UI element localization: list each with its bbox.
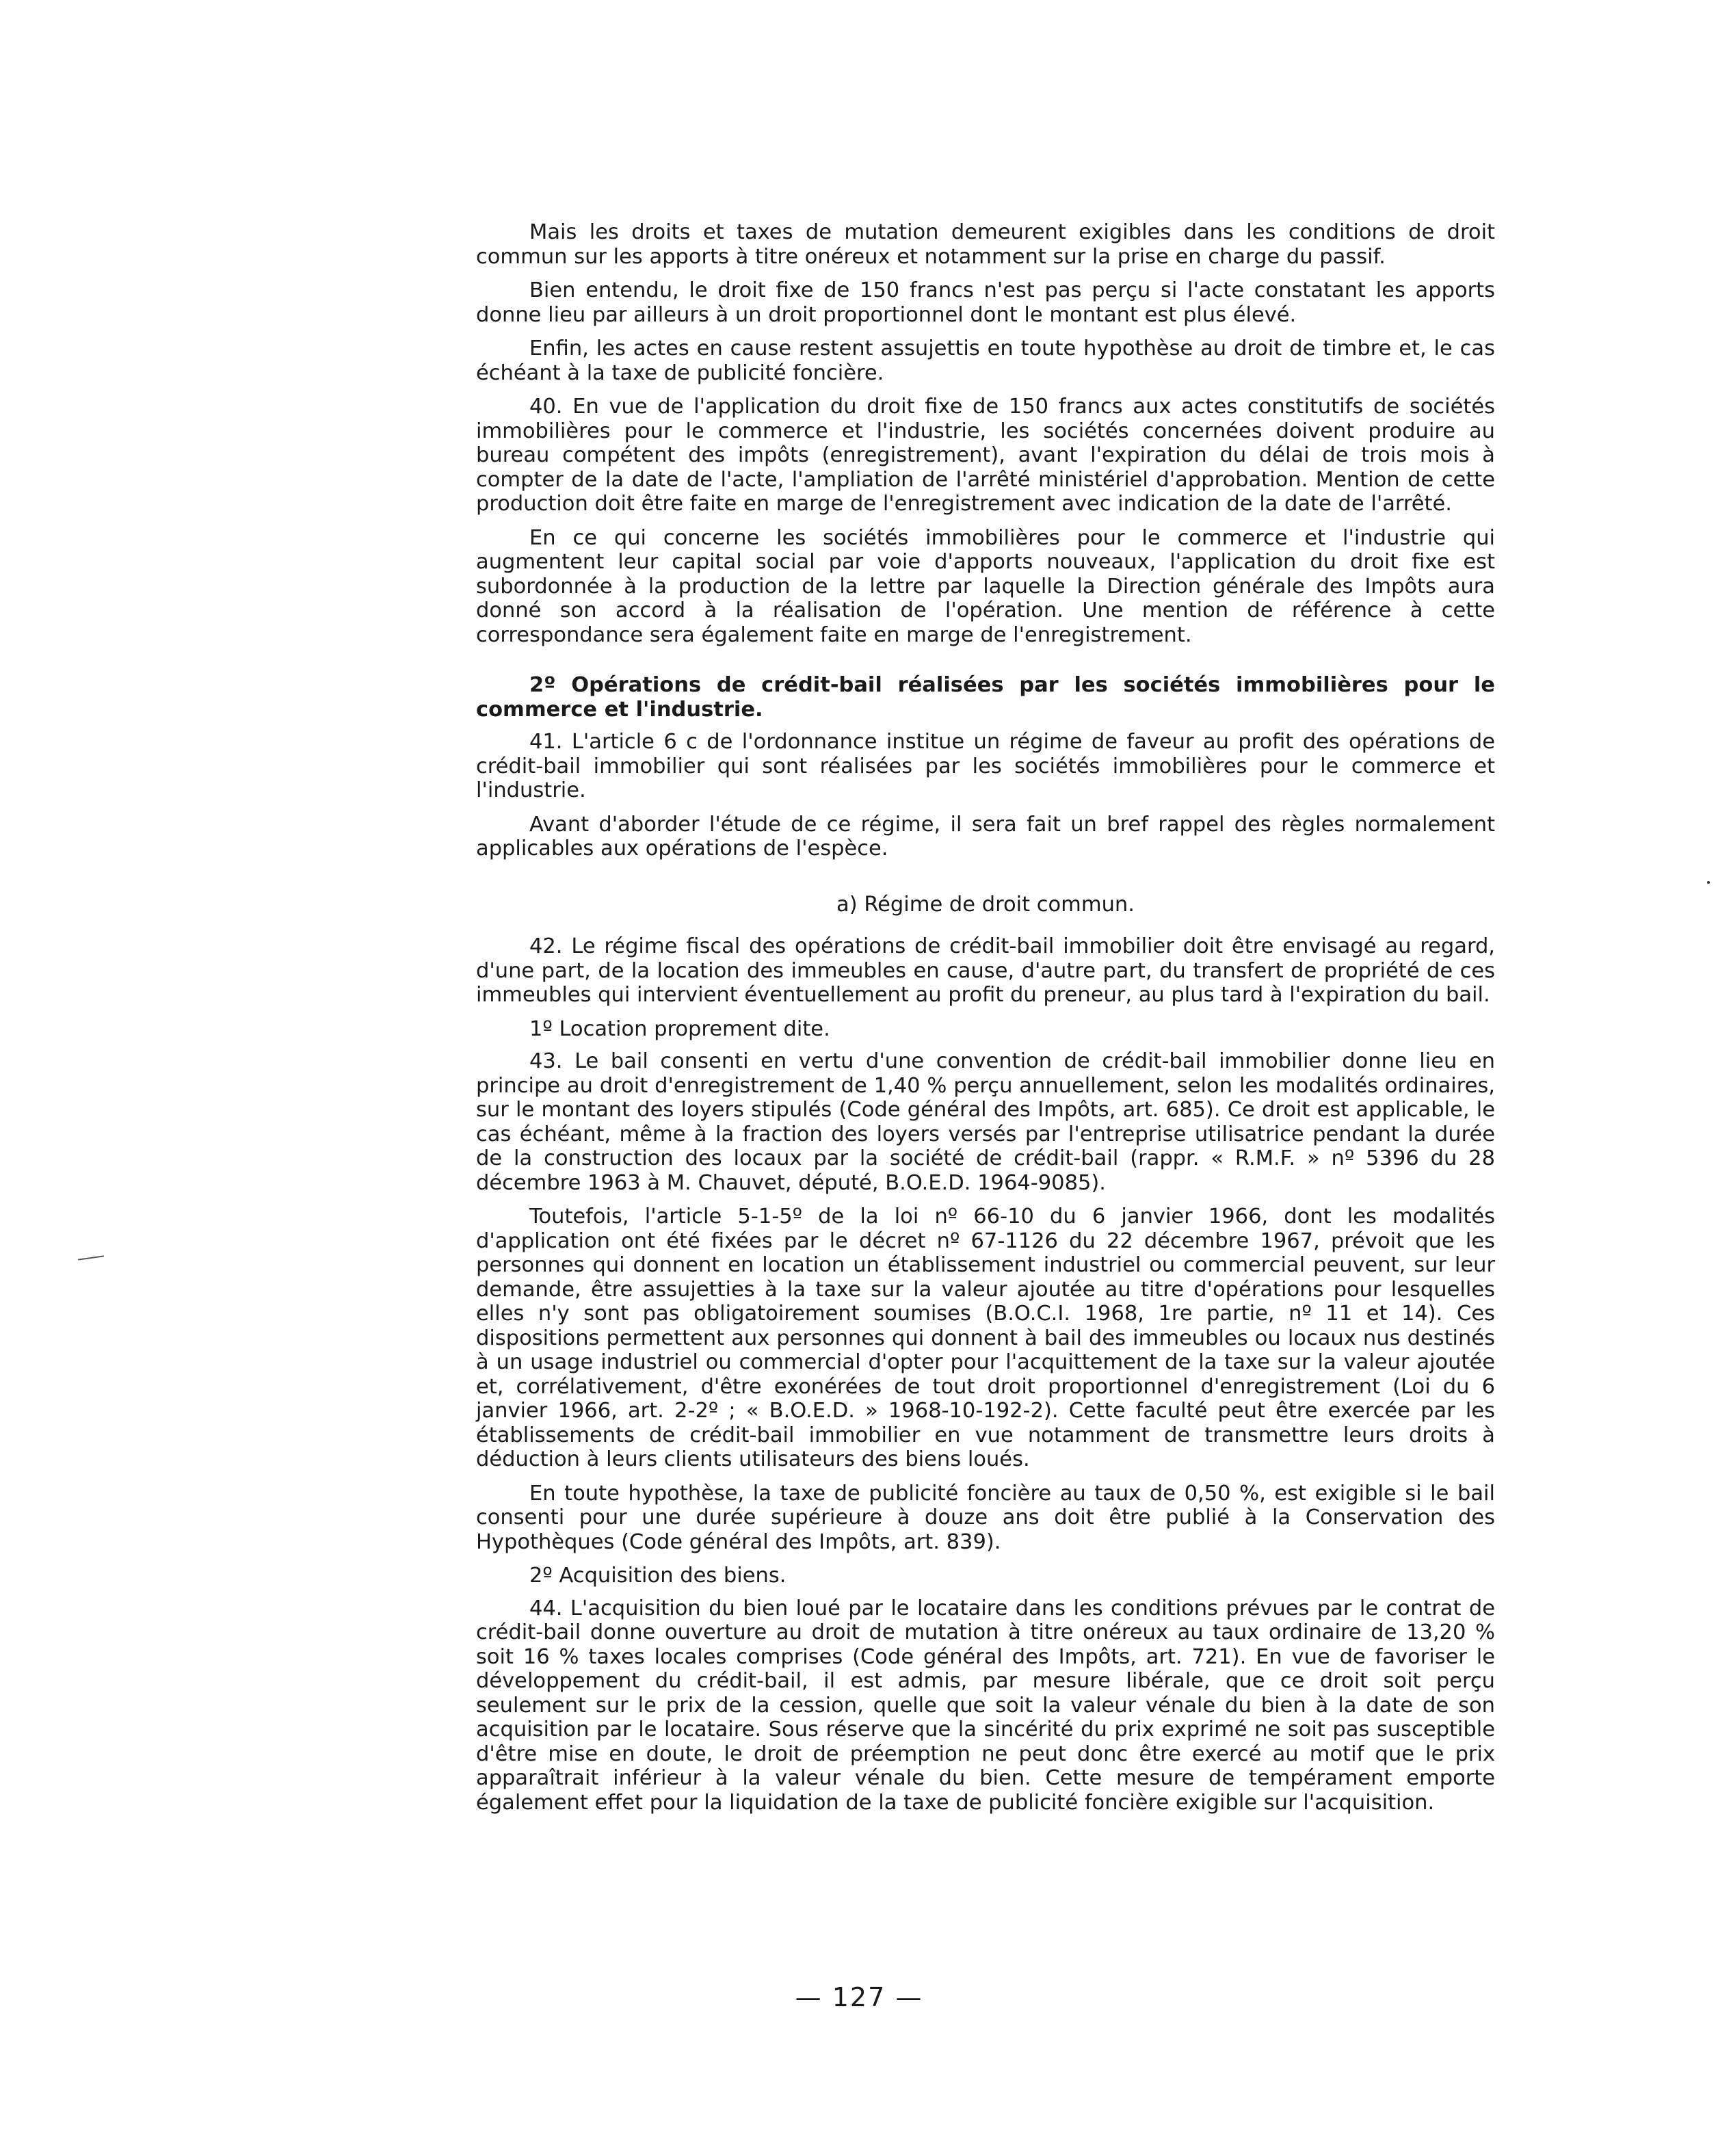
page-number: — 127 —	[795, 1982, 923, 2012]
paragraph-toutefois: Toutefois, l'article 5-1-5º de la loi nº 66-10 du 6 janvier 1966, dont les modalités d'application ont été fixées par le décret nº 67-1126 du 22 décembre 1967, prévoit que les personnes qui donnent en location un établissement industriel ou commercial peuvent, sur leur demande, être assujetties à la taxe sur la valeur ajoutée au titre d'opérations pour lesquelles elles n'y sont pas obligatoirement soumises (B.O.C.I. 1968, 1re partie, nº 11 et 14). Ces dispositions permettent aux personnes qui donnent à bail des immeubles ou locaux nus destinés à un usage industriel ou commercial d'opter pour l'acquittement de la taxe sur la valeur ajoutée et, corrélativement, d'être exonérées de tout droit proportionnel d'enregistrement (Loi du 6 janvier 1966, art. 2-2º ; « B.O.E.D. » 1968-10-192-2). Cette faculté peut être exercée par les établissements de crédit-bail immobilier en vue notamment de transmettre leurs droits à déduction à leurs clients utilisateurs des biens loués.	[476, 1205, 1495, 1471]
paragraph-droit-fixe: Bien entendu, le droit fixe de 150 francs n'est pas perçu si l'acte constatant les apports donne lieu par ailleurs à un droit proportionnel dont le montant est plus élevé.	[476, 278, 1495, 327]
document-body	[476, 220, 1495, 1824]
scan-margin-mark	[78, 1255, 104, 1260]
paragraph-40: 40. En vue de l'application du droit fixe de 150 francs aux actes constitutifs de sociétés immobilières pour le commerce et l'industrie, les sociétés concernées doivent produire au bureau compétent des impôts (enregistrement), avant l'expiration du délai de trois mois à compter de la date de l'acte, l'ampliation de l'arrêté ministériel d'approbation. Mention de cette production doit être faite en marge de l'enregistrement avec indication de la date de l'arrêté.	[476, 395, 1495, 516]
subsection-regime-droit-commun: a) Régime de droit commun.	[836, 892, 1135, 917]
subheading-acquisition: 2º Acquisition des biens.	[529, 1564, 787, 1588]
paragraph-avant-aborder: Avant d'aborder l'étude de ce régime, il sera fait un bref rappel des règles normalement applicables aux opérations de l'espèce.	[476, 812, 1495, 860]
subheading-location: 1º Location proprement dite.	[529, 1016, 830, 1041]
paragraph-publicite-fonciere: En toute hypothèse, la taxe de publicité foncière au taux de 0,50 %, est exigible si le bail consenti pour une durée supérieure à douze ans doit être publié à la Conservation des Hypothèques (Code général des Impôts, art. 839).	[476, 1481, 1495, 1554]
paragraph-droit-timbre: Enfin, les actes en cause restent assujettis en toute hypothèse au droit de timbre et, le cas échéant à la taxe de publicité foncière.	[476, 337, 1495, 385]
paragraph-44: 44. L'acquisition du bien loué par le locataire dans les conditions prévues par le contrat de crédit-bail donne ouverture au droit de mutation à titre onéreux au taux ordinaire de 13,20 % soit 16 % taxes locales comprises (Code général des Impôts, art. 721). En vue de favoriser le développement du crédit-bail, il est admis, par mesure libérale, que ce droit soit perçu seulement sur le prix de la cession, quelle que soit la valeur vénale du bien à la date de son acquisition par le locataire. Sous réserve que la sincérité du prix exprimé ne soit pas susceptible d'être mise en doute, le droit de préemption ne peut donc être exercé au motif que le prix apparaîtrait inférieur à la valeur vénale du bien. Cette mesure de tempérament emporte également effet pour la liquidation de la taxe de publicité foncière exigible sur l'acquisition.	[476, 1596, 1495, 1815]
section-heading-credit-bail: 2º Opérations de crédit-bail réalisées par les sociétés immobilières pour le commerce et l'industrie.	[476, 673, 1495, 722]
paragraph-droits-mutation: Mais les droits et taxes de mutation demeurent exigibles dans les conditions de droit commun sur les apports à titre onéreux et notamment sur la prise en charge du passif.	[476, 220, 1495, 269]
paragraph-42: 42. Le régime fiscal des opérations de crédit-bail immobilier doit être envisagé au regard, d'une part, de la location des immeubles en cause, d'autre part, du transfert de propriété de ces immeubles qui intervient éventuellement au profit du preneur, au plus tard à l'expiration du bail.	[476, 934, 1495, 1007]
paragraph-41: 41. L'article 6 c de l'ordonnance institue un régime de faveur au profit des opérations de crédit-bail immobilier qui sont réalisées par les sociétés immobilières pour le commerce et l'industrie.	[476, 730, 1495, 802]
paragraph-43: 43. Le bail consenti en vertu d'une convention de crédit-bail immobilier donne lieu en principe au droit d'enregistrement de 1,40 % perçu annuellement, selon les modalités ordinaires, sur le montant des loyers stipulés (Code général des Impôts, art. 685). Ce droit est applicable, le cas échéant, même à la fraction des loyers versés par l'entreprise utilisatrice pendant la durée de la construction des locaux par la société de crédit-bail (rappr. « R.M.F. » nº 5396 du 28 décembre 1963 à M. Chauvet, député, B.O.E.D. 1964-9085).	[476, 1049, 1495, 1195]
scan-speck	[1707, 881, 1710, 884]
paragraph-augmentation-capital: En ce qui concerne les sociétés immobilières pour le commerce et l'industrie qui augmentent leur capital social par voie d'apports nouveaux, l'application du droit fixe est subordonnée à la production de la lettre par laquelle la Direction générale des Impôts aura donné son accord à la réalisation de l'opération. Une mention de référence à cette correspondance sera également faite en marge de l'enregistrement.	[476, 525, 1495, 647]
